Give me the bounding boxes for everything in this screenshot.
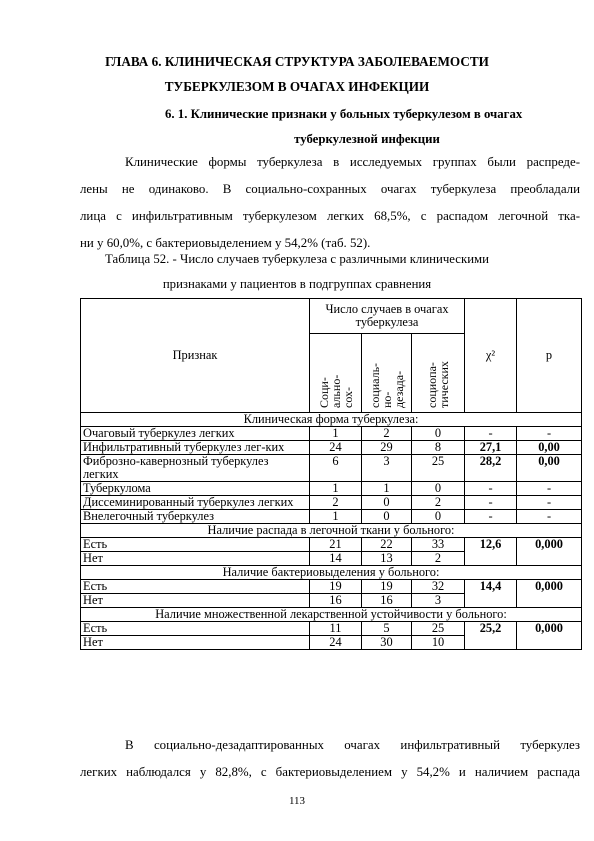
row-label: Внелегочный туберкулез (81, 510, 310, 524)
cell-p: 0,00 (517, 455, 582, 482)
cell-c: 0 (412, 510, 465, 524)
cell-b: 0 (362, 496, 412, 510)
cell-a: 1 (310, 427, 362, 441)
intro-paragraph (80, 149, 580, 257)
clinical-features-table (80, 298, 582, 650)
header-sociopathic-text: социопа- тических (425, 361, 452, 408)
cell-a: 24 (310, 636, 362, 650)
section-title-line-2: туберкулезной инфекции (294, 132, 440, 146)
table-row (81, 510, 582, 524)
cell-p: 0,00 (517, 441, 582, 455)
group-title: Наличие бактериовыделения у больного: (81, 566, 582, 580)
cell-b: 16 (362, 594, 412, 608)
cell-b: 13 (362, 552, 412, 566)
chapter-title-line-2: ТУБЕРКУЛЕЗОМ В ОЧАГАХ ИНФЕКЦИИ (164, 79, 430, 94)
cell-b: 2 (362, 427, 412, 441)
table-row (81, 427, 582, 441)
row-label: Диссеминированный туберкулез легких (81, 496, 310, 510)
group-title: Наличие множественной лекарственной устойчивости у больного: (81, 608, 582, 622)
cell-chi: - (465, 482, 517, 496)
outro-line: В социально-дезадаптированных очагах инфильтративный туберкулез (125, 738, 580, 752)
row-label: Есть (81, 538, 310, 552)
cell-a: 19 (310, 580, 362, 594)
header-socially-maladapted-text: социаль- но- дезада- (367, 362, 406, 408)
row-label: Туберкулома (81, 482, 310, 496)
header-socially-preserved-text: Соци- ально- сох- (316, 374, 355, 408)
cell-a: 2 (310, 496, 362, 510)
intro-line: лены не одинаково. В социально-сохранных очагах туберкулеза преобладали (80, 182, 580, 196)
cell-p: - (517, 427, 582, 441)
cell-a: 1 (310, 482, 362, 496)
row-label: Есть (81, 580, 310, 594)
header-cases: Число случаев в очагах туберкулеза (310, 299, 465, 334)
cell-p: 0,000 (517, 622, 582, 650)
cell-chi: 28,2 (465, 455, 517, 482)
cell-b: 5 (362, 622, 412, 636)
intro-line: лица с инфильтративным туберкулезом легких 68,5%, с распадом легочной тка- (80, 209, 580, 223)
table-row (81, 538, 582, 552)
cell-c: 33 (412, 538, 465, 552)
cell-b: 3 (362, 455, 412, 482)
cell-c: 25 (412, 455, 465, 482)
cell-chi: 27,1 (465, 441, 517, 455)
cell-c: 0 (412, 482, 465, 496)
table-row (81, 496, 582, 510)
row-label: Нет (81, 636, 310, 650)
cell-b: 29 (362, 441, 412, 455)
cell-p: - (517, 510, 582, 524)
row-label: Нет (81, 594, 310, 608)
cell-p: - (517, 482, 582, 496)
row-label: Инфильтративный туберкулез лег-ких (81, 441, 310, 455)
cell-p: 0,000 (517, 580, 582, 608)
cell-chi: - (465, 510, 517, 524)
table-row (81, 622, 582, 636)
cell-c: 2 (412, 552, 465, 566)
cell-a: 16 (310, 594, 362, 608)
chapter-title-line-1: ГЛАВА 6. КЛИНИЧЕСКАЯ СТРУКТУРА ЗАБОЛЕВАЕМОСТИ (105, 54, 489, 69)
cell-b: 22 (362, 538, 412, 552)
header-feature: Признак (81, 299, 310, 413)
header-p-value: р (517, 299, 582, 413)
table-row (81, 441, 582, 455)
group-title: Наличие распада в легочной ткани у больного: (81, 524, 582, 538)
cell-chi: - (465, 427, 517, 441)
cell-chi: 14,4 (465, 580, 517, 608)
cell-a: 6 (310, 455, 362, 482)
cell-a: 24 (310, 441, 362, 455)
cell-a: 11 (310, 622, 362, 636)
table-row (81, 455, 582, 482)
cell-p: - (517, 496, 582, 510)
header-chi-square: χ² (465, 299, 517, 413)
intro-line: ни у 60,0%, с бактериовыделением у 54,2% (таб. 52). (80, 236, 371, 250)
row-label: Очаговый туберкулез легких (81, 427, 310, 441)
cell-c: 8 (412, 441, 465, 455)
intro-line: Клинические формы туберкулеза в исследуемых группах были распреде- (125, 155, 580, 169)
section-title-line-1: 6. 1. Клинические признаки у больных туберкулезом в очагах (165, 107, 523, 121)
cell-c: 10 (412, 636, 465, 650)
outro-paragraph (80, 732, 580, 786)
cell-a: 1 (310, 510, 362, 524)
row-label: Есть (81, 622, 310, 636)
table-caption-line-2: признаками у пациентов в подгруппах сравнения (162, 277, 432, 291)
cell-chi: 25,2 (465, 622, 517, 650)
group-title: Клиническая форма туберкулеза: (81, 413, 582, 427)
cell-c: 2 (412, 496, 465, 510)
header-socially-preserved (310, 334, 362, 413)
table-caption-line-1: Таблица 52. - Число случаев туберкулеза с различными клиническими (105, 252, 489, 266)
cell-c: 25 (412, 622, 465, 636)
table-row (81, 482, 582, 496)
cell-p: 0,000 (517, 538, 582, 566)
cell-b: 1 (362, 482, 412, 496)
cell-a: 14 (310, 552, 362, 566)
cell-b: 30 (362, 636, 412, 650)
cell-c: 32 (412, 580, 465, 594)
cell-b: 0 (362, 510, 412, 524)
cell-chi: 12,6 (465, 538, 517, 566)
cell-chi: - (465, 496, 517, 510)
header-socially-maladapted (362, 334, 412, 413)
row-label: Нет (81, 552, 310, 566)
cell-b: 19 (362, 580, 412, 594)
outro-line: легких наблюдался у 82,8%, с бактериовыделением у 54,2% и наличием распада (80, 765, 580, 779)
row-label: Фиброзно-кавернозный туберкулез легких (81, 455, 310, 482)
page-number: 113 (288, 795, 306, 807)
cell-a: 21 (310, 538, 362, 552)
table-row (81, 580, 582, 594)
cell-c: 0 (412, 427, 465, 441)
cell-c: 3 (412, 594, 465, 608)
header-sociopathic (412, 334, 465, 413)
